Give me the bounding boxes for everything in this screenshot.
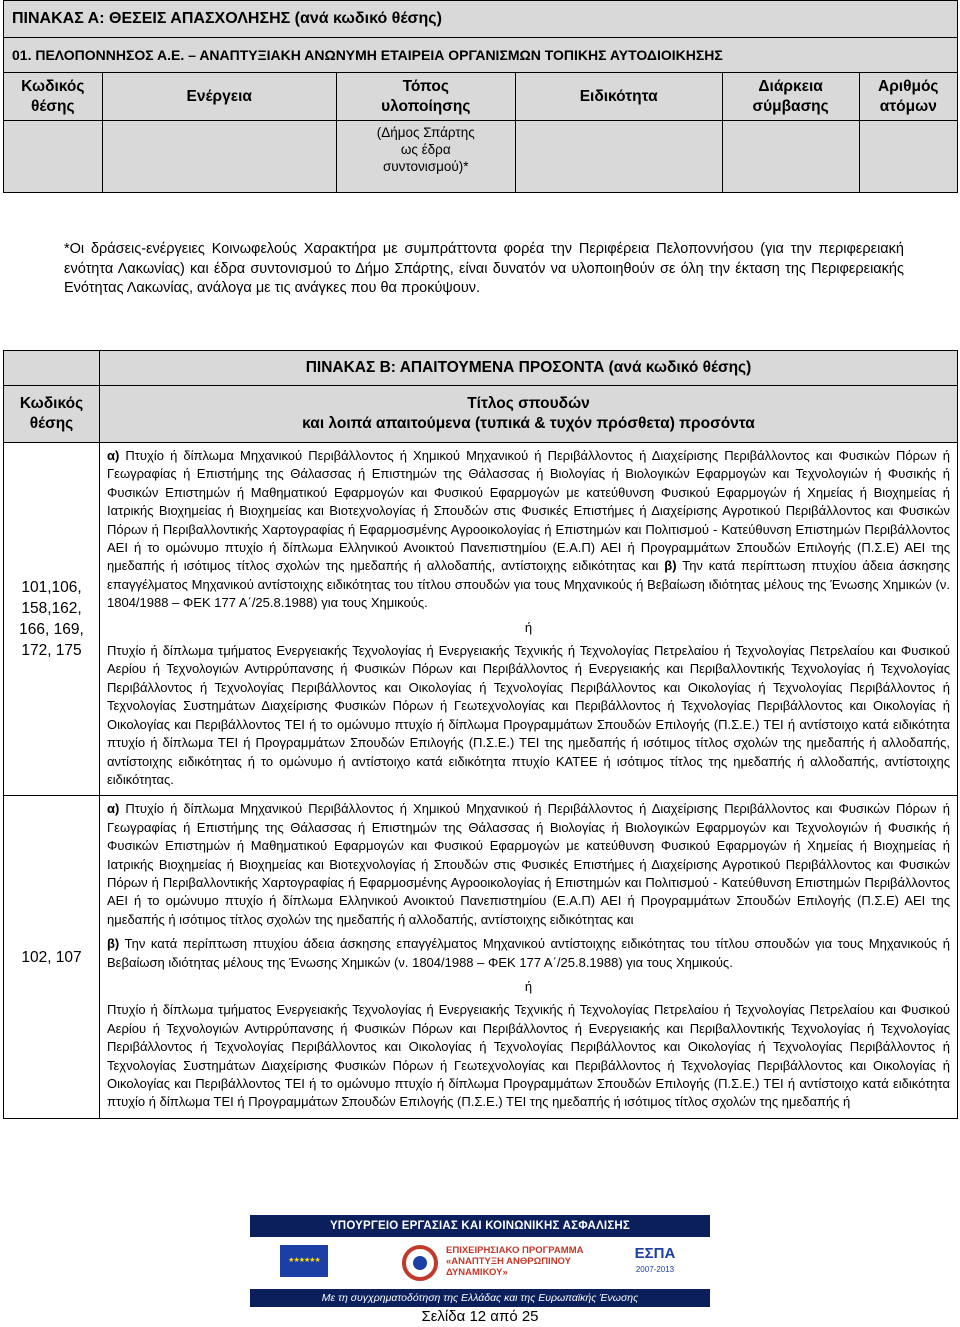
qualification-para-a: α) Πτυχίο ή δίπλωμα Μηχανικού Περιβάλλοντος ή Χημικού Μηχανικού ή Περιβάλλοντος ή Διαχείρισης Περιβάλλοντος και Φυσικών Πόρων ή Γεωγραφίας ή Επιστήμης της Θάλασσας ή Επιστημών της Θάλασσας ή Βιολογίας ή Βιολογικών Εφαρμογών και Τεχνολογιών ή Φυσικής ή Φυσικών Επιστημών ή Μαθηματικού Εφαρμογών και Φυσικού Εφαρμογών με κατεύθυνση Φυσικού Εφαρμογών ή Χημείας ή Βιοχημείας ή Ιατρικής Βιοχημείας ή Βιοχημείας και Βιοτεχνολογίας ή Σπουδών στις Φυσικές Επιστήμες ή Διαχείρισης Αγροτικού Περιβάλλοντος και Φυσικών Πόρων ή Περιβαλλοντικής Χαρτογραφίας ή Εφαρμοσμένης Αγροοικολογίας ή Επιστημών και Πολιτισμού - Κατεύθυνση Επιστημών Περιβάλλοντος ΑΕΙ ή το ομώνυμο πτυχίο ή δίπλωμα Ελληνικού Ανοικτού Πανεπιστημίου (Ε.Α.Π) ΑΕΙ ή Προγραμμάτων Σπουδών Επιλογής (Π.Σ.Ε) ΑΕΙ της ημεδαπής ή ισότιμος τίτλος σχολών της ημεδαπής ή αλλοδαπής, αντίστοιχης ειδικότητας και — [107, 801, 950, 927]
cell-persons-empty — [859, 121, 957, 193]
program-emblem-icon — [400, 1243, 440, 1283]
espa-logo: ΕΣΠΑ 2007-2013 — [634, 1245, 676, 1274]
col-title-header — [100, 386, 958, 443]
table-b-title-spacer — [4, 351, 100, 386]
qualifications-table — [3, 350, 958, 1119]
position-code: 102, 107 — [4, 796, 100, 1119]
table-a-title: ΠΙΝΑΚΑΣ Α: ΘΕΣΕΙΣ ΑΠΑΣΧΟΛΗΣΗΣ (ανά κωδικό θέσης) — [4, 1, 958, 38]
table-row — [4, 796, 958, 1119]
table-row — [4, 443, 958, 796]
col-title-line1: Τίτλος σπουδών — [467, 395, 590, 412]
qualification-para-c: Πτυχίο ή δίπλωμα τμήματος Ενεργειακής Τεχνολογίας ή Ενεργειακής Τεχνικής ή Τεχνολογίας Πετρελαίου ή Τεχνολογίας Πετρελαίου και Φυσικού Αερίου ή Τεχνολογιών Αντιρρύπανσης ή Φυσικών Πόρων και Περιβάλλοντος ή Ενεργειακής και Περιβαλλοντικής Τεχνολογίας ή Τεχνολογίας Περιβάλλοντος ή Τεχνολογίας Περιβάλλοντος και Οικολογίας ή Τεχνολογίας Περιβάλλοντος και Οικολογίας ή Τεχνολογίας Περιβάλλοντος ή Τεχνολογίας Συστημάτων Διαχείρισης Φυσικών Πόρων ή Γεωτεχνολογίας και Περιβάλλοντος ή Τεχνολογίας Περιβάλλοντος και Οικολογίας ή Οικολογίας και Περιβάλλοντος ΤΕΙ ή το ομώνυμο πτυχίο ή δίπλωμα Προγραμμάτων Σπουδών Επιλογής (Π.Σ.Ε.) ΤΕΙ ή αντίστοιχο κατά ειδικότητα πτυχίο ή δίπλωμα ΤΕΙ ή Προγραμμάτων Σπουδών Επιλογής (Π.Σ.Ε.) ΤΕΙ της ημεδαπής ή ισότιμος τίτλος σχολών της ημεδαπής ή αλλοδαπής, αντίστοιχης ειδικότητας ή το ομώνυμο ή αντίστοιχο κατά ειδικότητα πτυχίο ΚΑΤΕΕ ή ισότιμος τίτλος της ημεδαπής ή αλλοδαπής, αντίστοιχης ειδικότητας. — [107, 643, 950, 787]
table-a-subtitle: 01. ΠΕΛΟΠΟΝΝΗΣΟΣ Α.Ε. – ΑΝΑΠΤΥΞΙΑΚΗ ΑΝΩΝΥΜΗ ΕΤΑΙΡΕΙΑ ΟΡΓΑΝΙΣΜΩΝ ΤΟΠΙΚΗΣ ΑΥΤΟΔΙΟΙΚΗΣΗΣ — [4, 38, 958, 73]
col-specialty-header: Ειδικότητα — [515, 73, 722, 121]
or-separator: ή — [524, 619, 533, 635]
funding-banner — [250, 1215, 710, 1307]
cell-activity-empty — [102, 121, 336, 193]
col-code-header-b: Κωδικός θέσης — [4, 386, 100, 443]
cell-specialty-empty — [515, 121, 722, 193]
eu-flag-icon: ★★★★★★ — [280, 1245, 328, 1277]
positions-table — [3, 0, 958, 193]
cell-duration-empty — [722, 121, 859, 193]
qualification-para-b: β) Την κατά περίπτωση πτυχίου άδεια άσκησης επαγγέλματος Μηχανικού αντίστοιχης ειδικότητας του τίτλου σπουδών για τους Μηχανικούς ή Βεβαίωση ιδιότητας μέλους της Ένωσης Χημικών (ν. 1804/1988 – ΦΕΚ 177 Α΄/25.8.1988) για τους Χημικούς. — [107, 936, 950, 970]
qualification-para-a: α) Πτυχίο ή δίπλωμα Μηχανικού Περιβάλλοντος ή Χημικού Μηχανικού ή Περιβάλλοντος ή Διαχείρισης Περιβάλλοντος και Φυσικών Πόρων ή Γεωγραφίας ή Επιστήμης της Θάλασσας ή Επιστημών της Θάλασσας ή Βιολογίας ή Βιολογικών Εφαρμογών και Τεχνολογιών ή Φυσικής ή Φυσικών Επιστημών ή Μαθηματικού Εφαρμογών και Φυσικού Εφαρμογών με κατεύθυνση Φυσικού Εφαρμογών ή Χημείας ή Βιοχημείας ή Ιατρικής Βιοχημείας ή Βιοχημείας και Βιοτεχνολογίας ή Σπουδών στις Φυσικές Επιστήμες ή Διαχείρισης Αγροτικού Περιβάλλοντος και Φυσικών Πόρων ή Περιβαλλοντικής Χαρτογραφίας ή Εφαρμοσμένης Αγροοικολογίας ή Επιστημών και Πολιτισμού - Κατεύθυνση Επιστημών Περιβάλλοντος ΑΕΙ ή το ομώνυμο πτυχίο ή δίπλωμα Ελληνικού Ανοικτού Πανεπιστημίου (Ε.Α.Π) ΑΕΙ ή Προγραμμάτων Σπουδών Επιλογής (Π.Σ.Ε) ΑΕΙ της ημεδαπής ή ισότιμος τίτλος σχολών της ημεδαπής ή αλλοδαπής, αντίστοιχης ειδικότητας και β) Την κατά περίπτωση πτυχίου άδεια άσκησης επαγγέλματος Μηχανικού αντίστοιχης ειδικότητας του τίτλου σπουδών για τους Μηχανικούς ή Βεβαίωση ιδιότητας μέλους της Ένωσης Χημικών (ν. 1804/1988 – ΦΕΚ 177 Α΄/25.8.1988) για τους Χημικούς. — [107, 448, 950, 611]
qualification-text — [100, 796, 958, 1119]
footnote: *Οι δράσεις-ενέργειες Κοινωφελούς Χαρακτήρα με συμπράττοντα φορέα την Περιφέρεια Πελοποννήσου (για την περιφερειακή ενότητα Λακωνίας) και έδρα συντονισμού το Δήμο Σπάρτης, είναι δυνατόν να υλοποιηθούν σε όλη την έκταση της Περιφερειακής Ενότητας Λακωνίας, ανάλογα με τις ανάγκες που θα προκύψουν. — [64, 241, 904, 296]
cofunding-caption: Με τη συγχρηματοδότηση της Ελλάδας και της Ευρωπαϊκής Ένωσης — [250, 1289, 710, 1307]
table-b-title: ΠΙΝΑΚΑΣ Β: ΑΠΑΙΤΟΥΜΕΝΑ ΠΡΟΣΟΝΤΑ (ανά κωδικό θέσης) — [100, 351, 958, 386]
position-code: 101,106, 158,162, 166, 169, 172, 175 — [4, 443, 100, 796]
cell-code-empty — [4, 121, 103, 193]
ministry-title: ΥΠΟΥΡΓΕΙΟ ΕΡΓΑΣΙΑΣ ΚΑΙ ΚΟΙΝΩΝΙΚΗΣ ΑΣΦΑΛΙΣΗΣ — [250, 1215, 710, 1237]
cell-place-value: (Δήμος Σπάρτης ως έδρα συντονισμού)* — [336, 121, 515, 193]
logos-strip — [250, 1237, 710, 1289]
col-persons-header: Αριθμός ατόμων — [859, 73, 957, 121]
or-separator: ή — [524, 978, 533, 994]
col-code-header: Κωδικός θέσης — [4, 73, 103, 121]
col-place-header: Τόπος υλοποίησης — [336, 73, 515, 121]
col-activity-header: Ενέργεια — [102, 73, 336, 121]
qualification-para-c: Πτυχίο ή δίπλωμα τμήματος Ενεργειακής Τεχνολογίας ή Ενεργειακής Τεχνικής ή Τεχνολογίας Πετρελαίου ή Τεχνολογίας Πετρελαίου και Φυσικού Αερίου ή Τεχνολογιών Αντιρρύπανσης ή Φυσικών Πόρων και Περιβάλλοντος ή Ενεργειακής και Περιβαλλοντικής Τεχνολογίας ή Τεχνολογίας Περιβάλλοντος ή Τεχνολογίας Περιβάλλοντος και Οικολογίας ή Τεχνολογίας Περιβάλλοντος και Οικολογίας ή Τεχνολογίας Περιβάλλοντος ή Τεχνολογίας Συστημάτων Διαχείρισης Φυσικών Πόρων ή Γεωτεχνολογίας και Περιβάλλοντος ή Τεχνολογίας Περιβάλλοντος και Οικολογίας ή Οικολογίας και Περιβάλλοντος ΤΕΙ ή το ομώνυμο πτυχίο ή δίπλωμα Προγραμμάτων Σπουδών Επιλογής (Π.Σ.Ε.) ΤΕΙ ή αντίστοιχο κατά ειδικότητα πτυχίο ή δίπλωμα ΤΕΙ ή Προγραμμάτων Σπουδών Επιλογής (Π.Σ.Ε.) ΤΕΙ της ημεδαπής ή ισότιμος τίτλος σχολών της ημεδαπής ή — [107, 1002, 950, 1110]
qualification-text — [100, 443, 958, 796]
page-number: Σελίδα 12 από 25 — [421, 1308, 539, 1325]
program-text: ΕΠΙΧΕΙΡΗΣΙΑΚΟ ΠΡΟΓΡΑΜΜΑ «ΑΝΑΠΤΥΞΗ ΑΝΘΡΩΠΙΝΟΥ ΔΥΝΑΜΙΚΟΥ» — [446, 1245, 584, 1278]
col-duration-header: Διάρκεια σύμβασης — [722, 73, 859, 121]
col-title-line2: και λοιπά απαιτούμενα (τυπικά & τυχόν πρόσθετα) προσόντα — [302, 415, 755, 432]
